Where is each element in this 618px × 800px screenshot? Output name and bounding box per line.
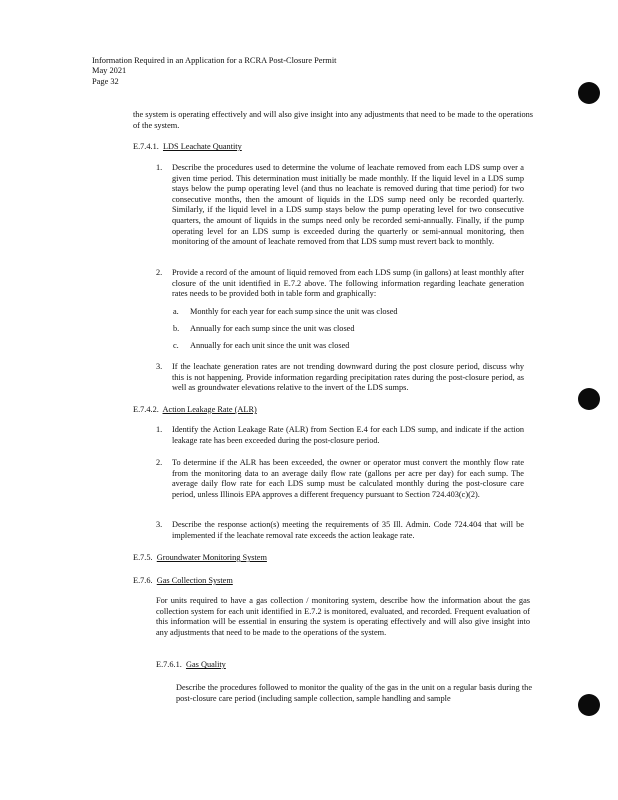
section-title: LDS Leachate Quantity (162, 142, 242, 151)
sub-item: Monthly for each year for each sump since the unit was closed (190, 307, 398, 316)
sub-item: Annually for each unit since the unit was closed (190, 341, 350, 350)
sub-item-letter: b. (173, 324, 180, 333)
punch-hole-bottom (578, 694, 600, 716)
list-item: Identify the Action Leakage Rate (ALR) from Section E.4 for each LDS sump, and indicate if the action leakage rate has been exceeded during the post-closure period. (172, 425, 524, 445)
page-header (92, 56, 336, 87)
sub-item-letter: a. (173, 307, 179, 316)
item-number: 1. (156, 425, 163, 434)
item-number: 3. (156, 520, 163, 529)
list-item: To determine if the ALR has been exceeded, the owner or operator must convert the monthly flow rate from the monitoring data to an average daily flow rate (gallons per acre per day) for each sump. The average daily flow rate for each LDS sump must be calculated monthly during the post-closure care period, unless Illinois EPA approves a different frequency pursuant to Section 724.403(c)(2). (172, 458, 524, 499)
intro-paragraph: the system is operating effectively and will also give insight into any adjustments that need to be made to the operations of the system. (133, 110, 533, 130)
header-page: Page 32 (92, 76, 119, 86)
section-title: Groundwater Monitoring System (156, 553, 267, 562)
item-number: 3. (156, 362, 163, 371)
section-heading-e741 (133, 142, 433, 153)
sub-item-letter: c. (173, 341, 179, 350)
list-item: Describe the response action(s) meeting the requirements of 35 Ill. Admin. Code 724.404 that will be implemented if the leachate removal rate exceeds the action leakage rate. (172, 520, 524, 540)
list-item: Provide a record of the amount of liquid removed from each LDS sump (in gallons) at least monthly after closure of the unit identified in E.7.2 above. The following information regarding leachate generation rates needs to be provided both in table form and graphically: (172, 268, 524, 299)
header-title: Information Required in an Application for a RCRA Post-Closure Permit (92, 56, 337, 65)
section-number: E.7.4.2. (133, 405, 159, 414)
section-heading-e742 (133, 405, 433, 416)
section-title: Gas Quality (185, 660, 226, 669)
section-title: Action Leakage Rate (ALR) (162, 405, 257, 414)
section-heading-e75 (133, 553, 433, 564)
section-title: Gas Collection System (156, 576, 233, 585)
list-item: If the leachate generation rates are not trending downward during the post closure period, discuss why this is not happening. Provide information regarding precipitation rates during the post-closure period, as well as groundwater elevations relative to the invert of the LDS sumps. (172, 362, 524, 393)
header-date: May 2021 (92, 66, 127, 76)
sub-item: Annually for each sump since the unit was closed (190, 324, 355, 333)
punch-hole-top (578, 82, 600, 104)
item-number: 2. (156, 458, 163, 467)
section-number: E.7.5. (133, 553, 153, 562)
section-paragraph: Describe the procedures followed to monitor the quality of the gas in the unit on a regular basis during the post-closure care period (including sample collection, sample handling and sample (176, 683, 532, 703)
item-number: 2. (156, 268, 163, 277)
section-heading-e76 (133, 576, 433, 587)
section-heading-e761 (156, 660, 456, 671)
section-number: E.7.6.1. (156, 660, 182, 669)
section-number: E.7.4.1. (133, 142, 159, 151)
item-number: 1. (156, 163, 163, 172)
section-number: E.7.6. (133, 576, 153, 585)
section-paragraph: For units required to have a gas collection / monitoring system, describe how the information about the gas collection system for each unit identified in E.7.2 is monitored, evaluated, and recorded. Frequent evaluation of this information will be essential in ensuring the system is operating effectively and will also give insight into any adjustments that need to be made to the operations of the system. (156, 596, 530, 637)
list-item: Describe the procedures used to determine the volume of leachate removed from each LDS sump over a given time period. This determination must initially be made monthly. If the liquid level in a LDS sump stays below the pump operating level (and thus no leachate is removed during that time period) for two consecutive months, then the amount of liquids in the LDS sump need only be recorded quarterly. Similarly, if the liquid level in a LDS sump stays below the pump operating level for two consecutive quarters, the amount of liquids in the sumps need only be recorded semi-annually. Finally, if the pump operating level for an LDS sump is exceeded during the quarterly or semi-annual monitoring, then monitoring of the amount of leachate removed from that LDS sump must revert back to monthly. (172, 163, 524, 247)
punch-hole-middle (578, 388, 600, 410)
